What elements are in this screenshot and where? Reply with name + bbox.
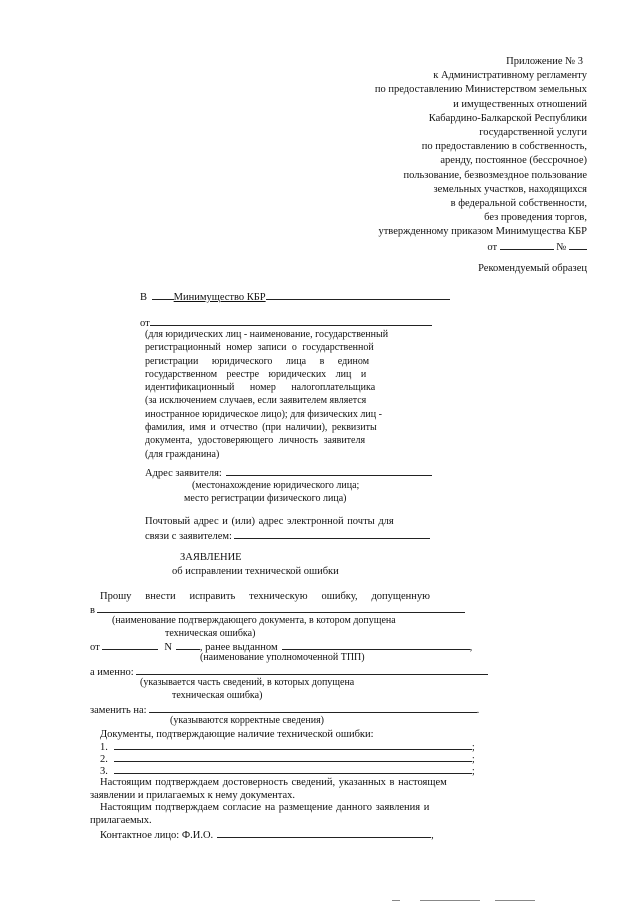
replace-note: (указываются корректные сведения) <box>170 715 325 726</box>
contact-person-line <box>100 828 434 842</box>
item-semicolon: ; <box>471 742 475 753</box>
confirm1-line-b: заявлении и прилагаемых к нему документах. <box>90 790 296 801</box>
address-note <box>184 479 360 505</box>
address-note-line: (местонахождение юридического лица; <box>192 480 360 491</box>
request-word: исправить <box>189 591 236 602</box>
n-sign: N <box>164 642 172 653</box>
appendix-header <box>375 55 587 255</box>
item-number: 1. <box>100 742 108 753</box>
request-word: допущенную <box>371 591 430 602</box>
namely-note2: техническая ошибка) <box>172 690 263 701</box>
issued-text: , ранее выданном <box>199 642 278 653</box>
item-number: 3. <box>100 766 108 777</box>
item-blank <box>114 740 472 750</box>
from-label: от <box>140 318 150 329</box>
addressee-prefix: В <box>140 292 148 303</box>
number-blank <box>569 240 587 250</box>
appendix-line: земельных участков, находящихся <box>433 183 587 195</box>
request-line <box>100 590 430 603</box>
from-prefix: от <box>90 642 100 653</box>
appendix-line: государственной услуги <box>479 127 587 139</box>
item-number: 2. <box>100 754 108 765</box>
from-note-line: документа, удостоверяющего личность заявителя <box>145 435 366 447</box>
date-blank <box>500 240 554 250</box>
replace-blank <box>149 703 477 713</box>
namely-note1: (указывается часть сведений, в которых допущена <box>140 677 355 688</box>
date-blank <box>102 640 158 650</box>
address-label: Адрес заявителя: <box>145 468 222 479</box>
addressee-line <box>140 290 450 304</box>
request-word: Прошу <box>100 591 132 602</box>
contact-person-label: Контактное лицо: Ф.И.О. <box>100 830 214 841</box>
addressee-name: Минимущество КБР <box>173 292 266 303</box>
request-word: внести <box>145 591 176 602</box>
appendix-line: по предоставлению в собственность, <box>421 141 587 153</box>
scan-artifact <box>420 900 480 901</box>
from-note-line: регистрационный номер записи о государственной <box>145 342 374 354</box>
confirm2-line-b: прилагаемых. <box>90 815 152 826</box>
from-blank <box>150 316 432 326</box>
sample-note: Рекомендуемый образец <box>478 263 587 274</box>
in-prefix: в <box>90 605 95 616</box>
issuer-blank <box>282 640 470 650</box>
from-note-line: (для юридических лиц - наименование, государственный <box>145 329 389 340</box>
item-blank <box>114 764 472 774</box>
namely-label: а именно: <box>90 667 134 678</box>
appendix-line: Кабардино-Балкарской Республики <box>428 112 587 124</box>
appendix-line: и имущественных отношений <box>453 98 587 110</box>
item-semicolon: ; <box>471 766 475 777</box>
contact-address-label: связи с заявителем: <box>145 531 232 542</box>
appendix-line: пользование, безвозмездное пользование <box>403 169 587 181</box>
addressee-blank-pre <box>152 290 174 300</box>
item-blank <box>114 752 472 762</box>
item-semicolon: ; <box>471 754 475 765</box>
scan-artifact <box>495 900 535 901</box>
replace-label: заменить на: <box>90 705 147 716</box>
request-word: ошибку, <box>321 591 358 602</box>
appendix-line: Приложение № 3 <box>506 56 583 67</box>
document-note1: (наименование подтверждающего документа, в котором допущена <box>112 615 396 626</box>
number-blank <box>176 640 200 650</box>
appendix-line: утвержденному приказом Минимущества КБР <box>378 226 587 238</box>
appendix-line: в федеральной собственности, <box>450 198 587 210</box>
from-note-line: регистрации юридического лица в едином <box>145 355 370 367</box>
appendix-date-line <box>375 240 587 255</box>
confirm2-line-a: Настоящим подтверждаем согласие на размещение данного заявления и <box>100 802 430 813</box>
contact-comma: , <box>431 830 434 841</box>
document-blank <box>97 603 465 613</box>
contact-address-line1: Почтовый адрес и (или) адрес электронной почты для <box>145 516 394 527</box>
scan-artifact <box>392 900 400 901</box>
appendix-line: без проведения торгов, <box>484 212 587 224</box>
contact-address-blank <box>234 529 430 539</box>
issued-comma: , <box>469 642 473 653</box>
address-note-line: место регистрации физического лица) <box>184 493 347 504</box>
from-note-line: идентификационный номер налогоплательщика <box>145 382 376 394</box>
namely-blank <box>136 665 488 675</box>
appendix-line: по предоставлению Министерством земельных <box>374 84 587 96</box>
replace-dot: . <box>476 705 480 716</box>
contact-person-blank <box>217 828 431 838</box>
address-blank <box>226 466 432 476</box>
appendix-line: аренду, постоянное (бессрочное) <box>440 155 587 167</box>
tpp-note: (наименование уполномоченной ТПП) <box>200 652 365 663</box>
statement-title: ЗАЯВЛЕНИЕ <box>180 552 242 563</box>
addressee-blank <box>266 290 450 300</box>
date-prefix: от <box>487 241 498 253</box>
docs-title: Документы, подтверждающие наличие технической ошибки: <box>100 729 374 740</box>
number-sign: № <box>556 241 567 253</box>
from-note-line: иностранное юридическое лицо); для физических лиц - <box>145 408 382 420</box>
from-note-line: (для гражданина) <box>145 448 220 460</box>
from-note-line: (за исключением случаев, если заявителем является <box>145 395 367 407</box>
request-word: техническую <box>249 591 308 602</box>
statement-subtitle: об исправлении технической ошибки <box>172 566 339 577</box>
appendix-line: к Административному регламенту <box>433 70 587 82</box>
document-note2: техническая ошибка) <box>165 628 256 639</box>
address-line <box>145 466 432 480</box>
from-note <box>145 328 407 461</box>
confirm1-line-a: Настоящим подтверждаем достоверность сведений, указанных в настоящем <box>100 777 447 788</box>
from-note-line: государственном реестре юридических лиц и <box>145 368 367 380</box>
from-note-line: фамилия, имя и отчество (при наличии), реквизиты <box>145 422 377 434</box>
contact-address-line2 <box>145 529 430 543</box>
